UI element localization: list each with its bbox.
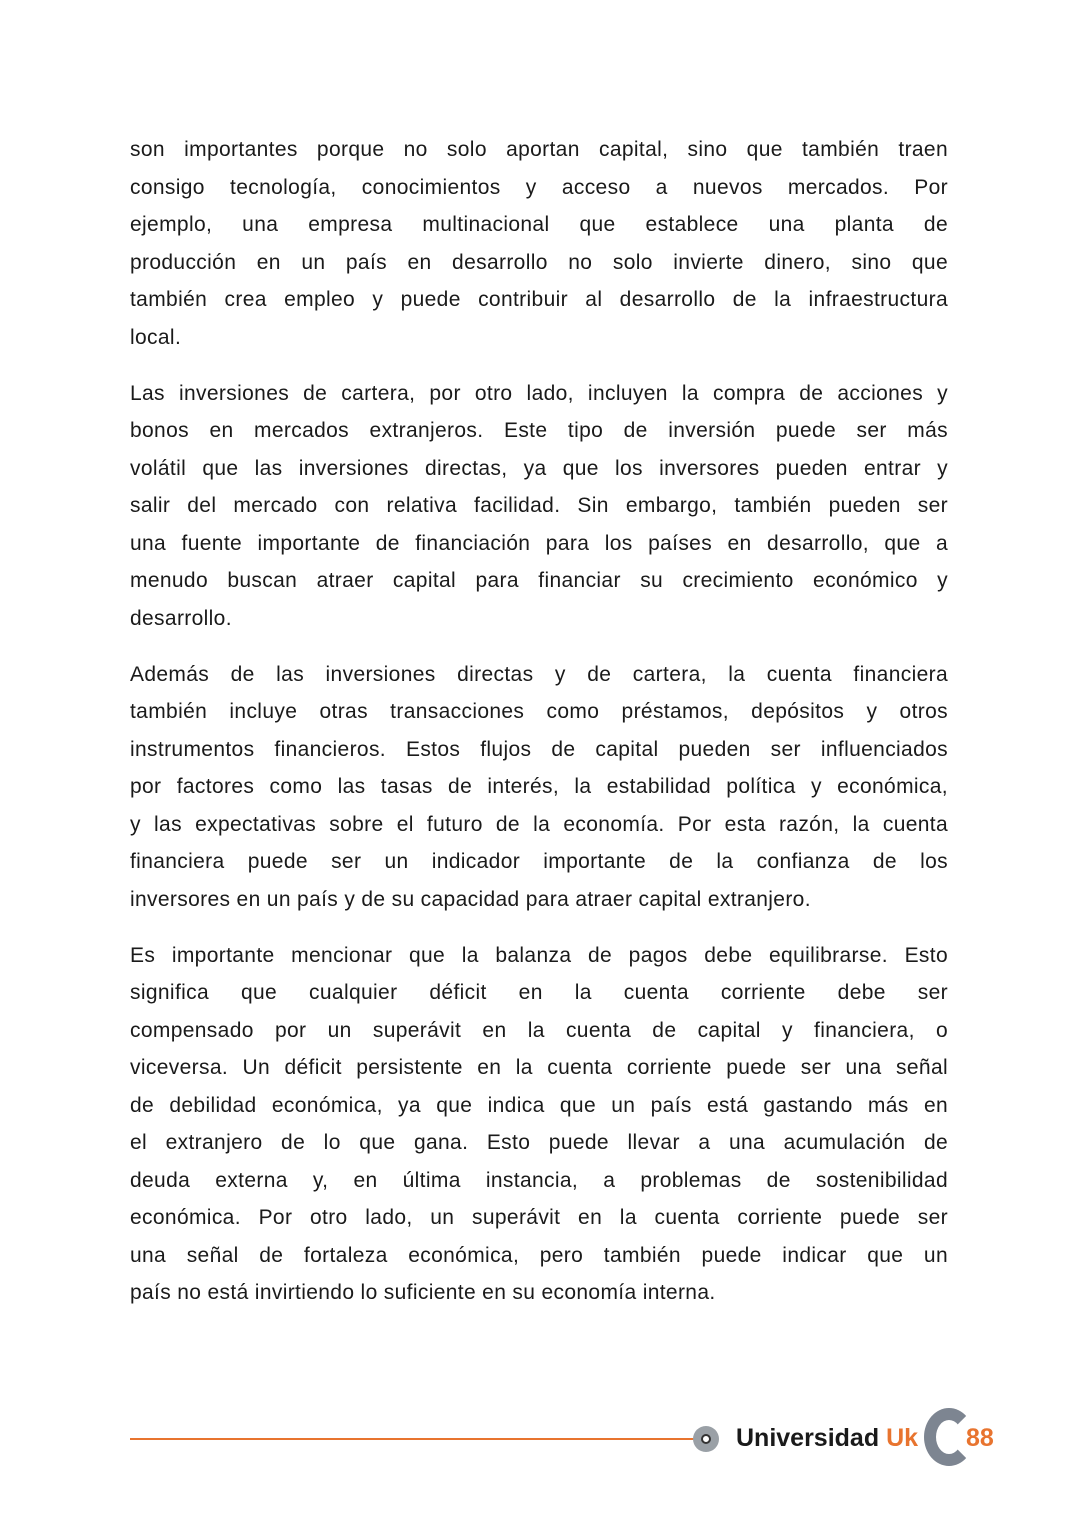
text-line: inversores en un país y de su capacidad para atraer capital extranjero. (130, 887, 811, 911)
text-line: el extranjero de lo que gana. Esto puede llevar a una acumulación de (130, 1131, 948, 1154)
body-text (130, 131, 948, 1330)
text-line: y las expectativas sobre el futuro de la economía. Por esta razón, la cuenta (130, 812, 948, 836)
text-line: bonos en mercados extranjeros. Este tipo de inversión puede ser más (130, 419, 948, 442)
text-line: menudo buscan atraer capital para financiar su crecimiento económico y (130, 569, 948, 592)
brand-suffix: Uk (886, 1424, 919, 1452)
text-line: salir del mercado con relativa facilidad. Sin embargo, también pueden ser (130, 494, 948, 517)
text-line: financiera puede ser un indicador importante de la confianza de los (130, 850, 948, 873)
page-number: 88 (966, 1424, 994, 1452)
text-line: por factores como las tasas de interés, la estabilidad política y económica, (130, 775, 948, 798)
brand-name: Universidad (736, 1424, 880, 1452)
text-line: producción en un país en desarrollo no solo invierte dinero, sino que (130, 250, 948, 274)
text-line: compensado por un superávit en la cuenta de capital y financiera, o (130, 1018, 948, 1042)
text-line: Es importante mencionar que la balanza de pagos debe equilibrarse. Esto (130, 943, 948, 967)
text-line: económica. Por otro lado, un superávit en la cuenta corriente puede ser (130, 1206, 948, 1229)
text-line: deuda externa y, en última instancia, a problemas de sostenibilidad (130, 1168, 948, 1192)
footer-circle-icon (693, 1426, 719, 1452)
text-line: significa que cualquier déficit en la cuenta corriente debe ser (130, 981, 948, 1004)
text-line: ejemplo, una empresa multinacional que establece una planta de (130, 213, 948, 236)
text-line: también crea empleo y puede contribuir al desarrollo de la infraestructura (130, 288, 948, 311)
text-line: Además de las inversiones directas y de cartera, la cuenta financiera (130, 662, 948, 686)
text-line: también incluye otras transacciones como préstamos, depósitos y otros (130, 700, 948, 723)
text-line: de debilidad económica, ya que indica que un país está gastando más en (130, 1093, 948, 1117)
text-line: desarrollo. (130, 606, 232, 630)
text-line: viceversa. Un déficit persistente en la cuenta corriente puede ser una señal (130, 1056, 948, 1079)
paragraph (130, 937, 948, 1312)
text-line: volátil que las inversiones directas, ya que los inversores pueden entrar y (130, 456, 948, 480)
text-line: una fuente importante de financiación para los países en desarrollo, que a (130, 531, 948, 555)
text-line: país no está invirtiendo lo suficiente en su economía interna. (130, 1281, 716, 1304)
footer-divider (130, 1438, 695, 1440)
text-line: local. (130, 325, 182, 349)
paragraph (130, 656, 948, 919)
paragraph (130, 375, 948, 638)
brand-logo-text (736, 1422, 918, 1454)
text-line: son importantes porque no solo aportan capital, sino que también traen (130, 138, 948, 161)
text-line: Las inversiones de cartera, por otro lado, incluyen la compra de acciones y (130, 381, 948, 405)
text-line: una señal de fortaleza económica, pero también puede indicar que un (130, 1243, 948, 1267)
text-line: consigo tecnología, conocimientos y acceso a nuevos mercados. Por (130, 175, 948, 199)
paragraph (130, 131, 948, 356)
text-line: instrumentos financieros. Estos flujos de capital pueden ser influenciados (130, 737, 948, 761)
